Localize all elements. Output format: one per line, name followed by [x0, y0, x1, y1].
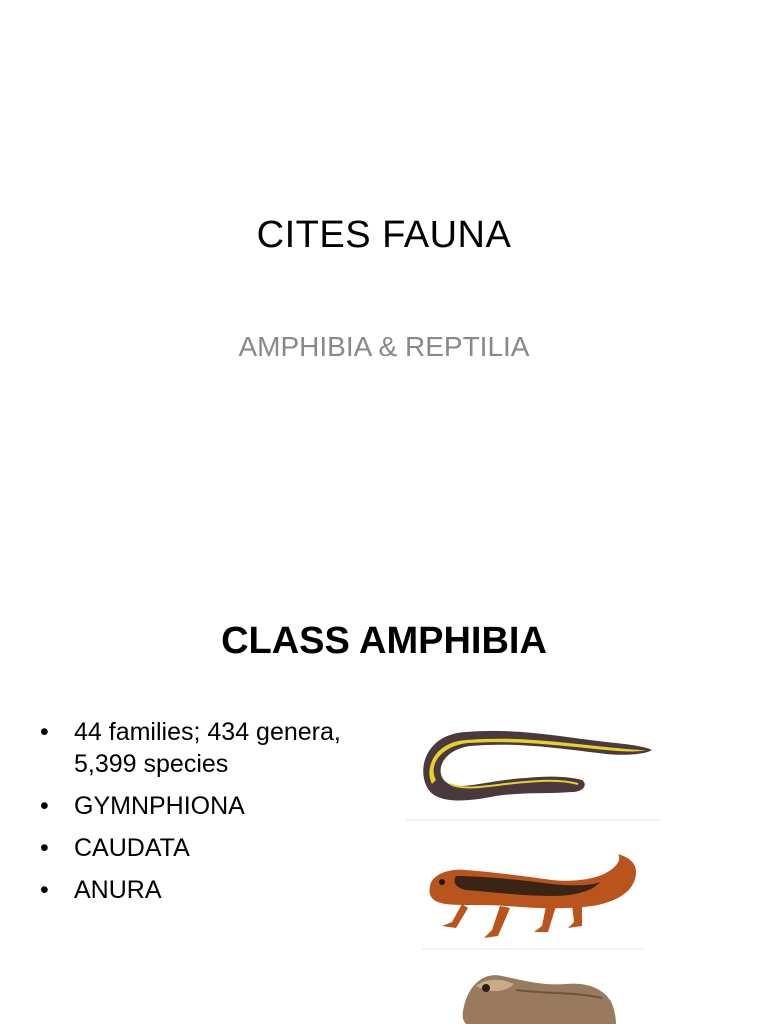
frog-photo [456, 966, 626, 1024]
caecilian-photo [406, 714, 660, 824]
bullet-icon: • [40, 876, 49, 904]
bullet-icon: • [40, 718, 49, 746]
bullet-text: 44 families; 434 genera, 5,399 species [74, 718, 341, 778]
newt-photo [422, 846, 644, 950]
bullet-item [40, 832, 380, 864]
bullet-item [40, 874, 380, 906]
bullet-text: ANURA [74, 876, 162, 904]
bullet-icon: • [40, 792, 49, 820]
slide-subtitle: AMPHIBIA & REPTILIA [238, 331, 530, 362]
bullet-text: GYMNPHIONA [74, 792, 245, 820]
content-slide [0, 576, 768, 1024]
slide-title: CITES FAUNA [256, 214, 512, 256]
bullet-text: CAUDATA [74, 834, 190, 862]
bullet-item [40, 790, 380, 822]
bullet-icon: • [40, 834, 49, 862]
bullet-item [40, 716, 380, 780]
slide-heading: CLASS AMPHIBIA [221, 620, 547, 662]
bullet-list [40, 716, 380, 916]
